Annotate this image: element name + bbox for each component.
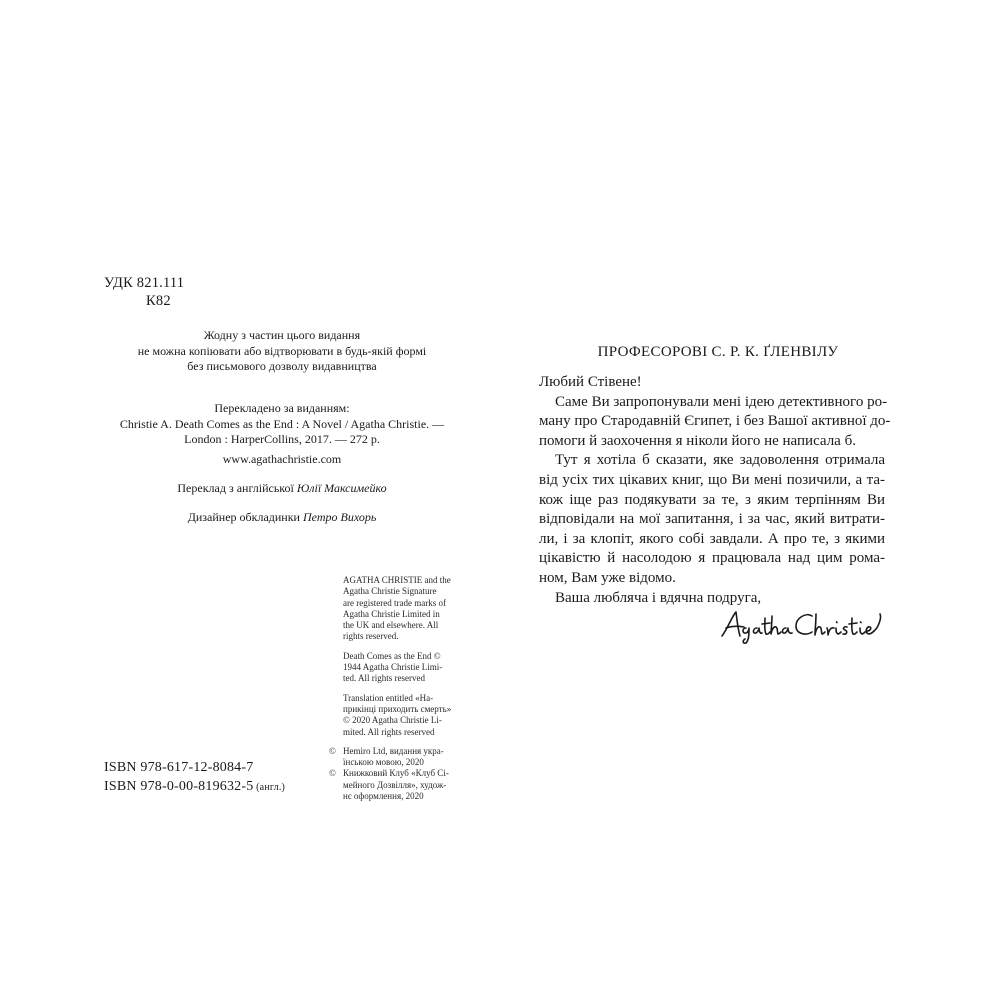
- legal-line: нє оформлення, 2020: [343, 791, 424, 802]
- copyright-mark: ©: [329, 768, 336, 779]
- designer-name: Петро Вихорь: [302, 510, 377, 524]
- legal-line: Translation entitled «На-: [343, 692, 434, 703]
- legal-line: мейного Дозвілля», худож-: [343, 779, 447, 790]
- legal-line: are registered trade marks of: [343, 597, 446, 608]
- source-edition: [104, 401, 460, 448]
- edition-copyright: [329, 745, 463, 802]
- legal-line: AGATHA CHRISTIE and the: [343, 575, 451, 585]
- translator-credit: [104, 481, 460, 496]
- author-index: К82: [146, 293, 171, 309]
- source-edition-line: Перекладено за виданням:: [214, 401, 350, 415]
- translator-name: Юлії Максимейко: [296, 481, 387, 495]
- legal-line: ted. All rights reserved: [343, 673, 425, 684]
- legal-line: Agatha Christie Signature: [343, 586, 437, 597]
- translation-copyright: [343, 693, 463, 738]
- rights-notice-line: не можна копіювати або відтворювати в будь-якій формі: [137, 343, 427, 358]
- dedication-title: ПРОФЕСОРОВІ С. Р. К. ҐЛЕНВІЛУ: [597, 344, 839, 360]
- legal-line: the UK and elsewhere. All: [343, 620, 439, 631]
- legal-line: [329, 745, 463, 757]
- legal-line: rights reserved.: [343, 631, 399, 642]
- letter-line: ли, і за клопіт, якого собі завдали. А про те, з якими: [539, 530, 885, 547]
- udk-block: [104, 274, 184, 310]
- rights-notice: [104, 328, 460, 375]
- legal-line: mited. All rights reserved: [343, 726, 435, 737]
- designer-label: Дизайнер обкладинки: [187, 510, 303, 524]
- source-edition-line: London : HarperCollins, 2017. — 272 p.: [184, 432, 380, 446]
- legal-text: Hemiro Ltd, видання укра-: [343, 745, 444, 756]
- letter-line: кож іще раз подякувати за те, з яким терпінням Ви: [539, 491, 885, 508]
- letter-line: ном, Вам уже відомо.: [539, 569, 676, 586]
- legal-line: Agatha Christie Limited in: [343, 608, 440, 619]
- isbn-english-number: ISBN 978-0-00-819632-5: [104, 779, 254, 794]
- copyright-mark: ©: [329, 745, 336, 756]
- legal-line: прикінці приходить смерть»: [343, 703, 452, 714]
- letter-line: Саме Ви запропонували мені ідею детективного ро-: [555, 393, 888, 410]
- designer-credit: [104, 510, 460, 525]
- rights-notice-line: без письмового дозволу видавництва: [187, 359, 377, 373]
- legal-line: [329, 768, 463, 779]
- letter-line: Тут я хотіла б сказати, яке задоволення отримала: [555, 452, 885, 469]
- letter-line: помоги й заохочення я ніколи його не написала б.: [539, 432, 856, 449]
- letter-line: відповідали на мої запитання, і за час, який витрати-: [539, 511, 885, 528]
- isbn-ukrainian: ISBN 978-617-12-8084-7: [104, 760, 254, 775]
- legal-line: © 2020 Agatha Christie Li-: [343, 715, 442, 726]
- letter-line: ману про Стародавній Єгипет, і без Вашої активної до-: [539, 413, 891, 430]
- original-copyright: [343, 651, 463, 685]
- translator-label: Переклад з англійської: [177, 481, 297, 495]
- legal-line: їнською мовою, 2020: [343, 757, 424, 768]
- agatha-christie-signature: [716, 606, 892, 646]
- isbn-block: [104, 758, 285, 797]
- rights-notice-line: Жодну з частин цього видання: [203, 328, 361, 342]
- legal-text: Книжковий Клуб «Клуб Сі-: [343, 768, 449, 779]
- letter-line: цікавістю й насолодою я працювала над цим рома-: [539, 550, 885, 567]
- isbn-english: [104, 777, 285, 797]
- letter-closing: Ваша любляча і вдячна подруга,: [555, 589, 762, 606]
- legal-line: Death Comes as the End ©: [343, 650, 441, 661]
- dedication-letter: [539, 373, 891, 608]
- udk-code: УДК 821.111: [104, 275, 185, 291]
- website-url: www.agathachristie.com: [222, 452, 342, 466]
- letter-line: від усіх тих цікавих книг, що Ви мені позичили, а та-: [539, 471, 885, 488]
- trademark-notice: [343, 575, 463, 643]
- legal-notices: [329, 575, 463, 802]
- isbn-english-note: (англ.): [253, 782, 286, 793]
- letter-salutation: Любий Стівене!: [539, 374, 642, 390]
- legal-line: 1944 Agatha Christie Limi-: [343, 662, 443, 673]
- source-edition-line: Christie A. Death Comes as the End : A Novel / Agatha Christie. —: [119, 416, 445, 431]
